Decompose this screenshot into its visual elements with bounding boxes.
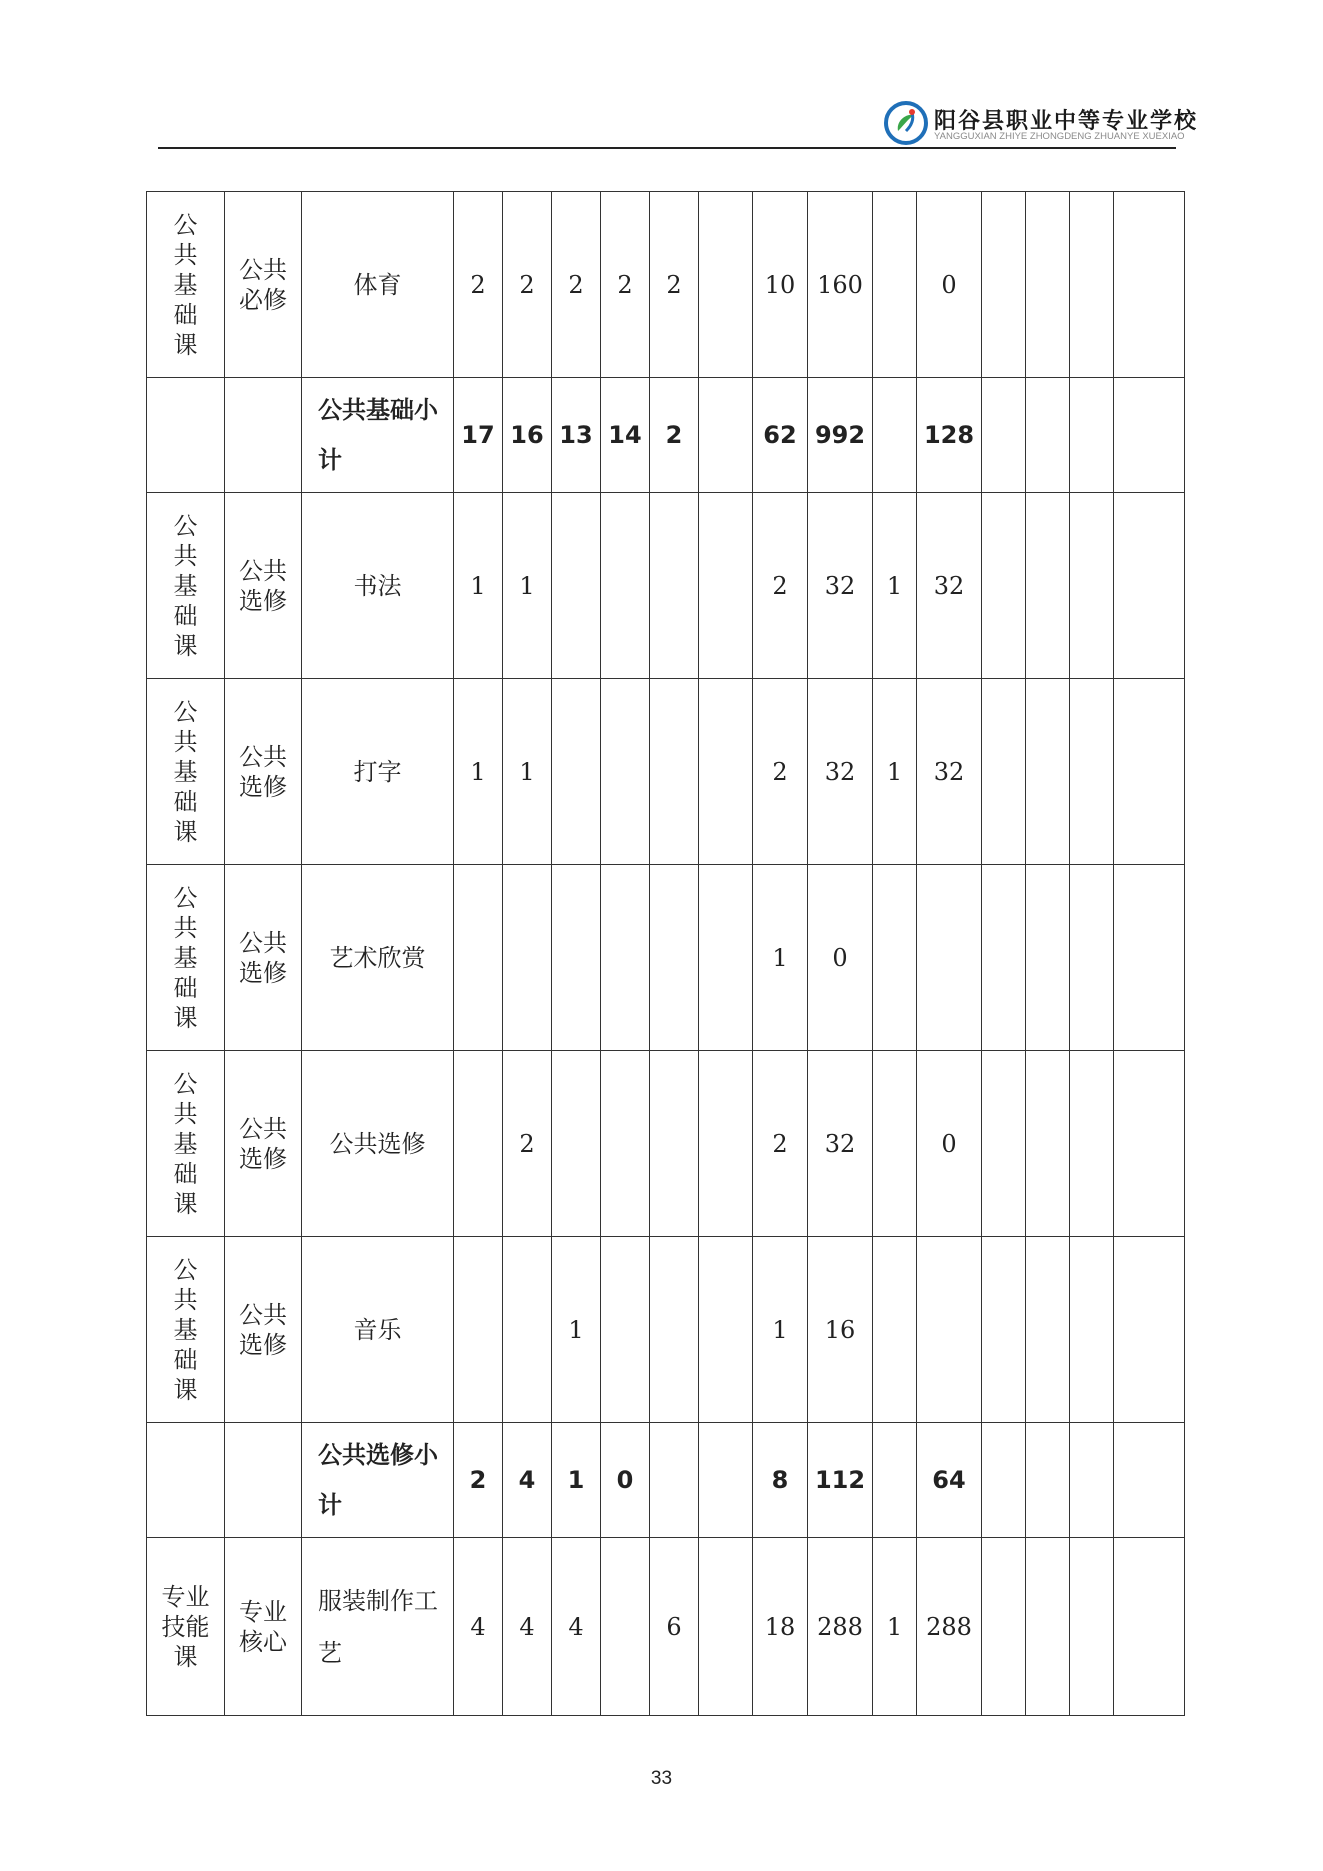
empty-cell (1070, 493, 1114, 679)
empty-cell (1114, 378, 1185, 493)
empty-cell (1026, 1423, 1070, 1538)
col10-cell (917, 865, 982, 1051)
empty-cell (1026, 493, 1070, 679)
category-text: 专业技能课 (161, 1582, 210, 1671)
semester-4-cell: 2 (601, 192, 650, 378)
col10-cell: 32 (917, 493, 982, 679)
empty-cell (147, 378, 225, 493)
course-name-cell: 书法 (302, 493, 454, 679)
empty-cell (1114, 865, 1185, 1051)
semester-4-cell (601, 1237, 650, 1423)
semester-5-cell: 2 (650, 192, 699, 378)
semester-5-cell (650, 679, 699, 865)
col9-cell (873, 192, 917, 378)
empty-cell (1070, 1423, 1114, 1538)
table-row (147, 1237, 1185, 1423)
school-name-en: YANGGUXIAN ZHIYE ZHONGDENG ZHUANYE XUEXIAO (934, 131, 1185, 142)
school-emblem-icon (884, 101, 928, 145)
semester-5-cell (650, 865, 699, 1051)
credits-cell: 1 (753, 865, 808, 1051)
semester-6-cell (699, 679, 753, 865)
course-type-text: 公共选修 (238, 556, 287, 615)
semester-4-cell (601, 679, 650, 865)
col10-cell (917, 1237, 982, 1423)
semester-2-cell: 4 (503, 1538, 552, 1716)
empty-cell (982, 865, 1026, 1051)
credits-cell: 2 (753, 493, 808, 679)
col10-cell: 0 (917, 1051, 982, 1237)
course-type-cell (225, 1051, 302, 1237)
col10-cell: 288 (917, 1538, 982, 1716)
empty-cell (1070, 1538, 1114, 1716)
semester-1-cell: 2 (454, 192, 503, 378)
empty-cell (1026, 192, 1070, 378)
semester-3-cell: 1 (552, 1423, 601, 1538)
empty-cell (1114, 1237, 1185, 1423)
semester-1-cell: 17 (454, 378, 503, 493)
empty-cell (982, 1237, 1026, 1423)
semester-3-cell: 13 (552, 378, 601, 493)
table-row (147, 493, 1185, 679)
hours-cell: 0 (808, 865, 873, 1051)
semester-4-cell: 14 (601, 378, 650, 493)
empty-cell (1070, 679, 1114, 865)
semester-4-cell (601, 1051, 650, 1237)
empty-cell (1114, 493, 1185, 679)
semester-2-cell: 1 (503, 493, 552, 679)
semester-6-cell (699, 865, 753, 1051)
course-type-cell (225, 1538, 302, 1716)
table-row (147, 679, 1185, 865)
course-type-cell (225, 865, 302, 1051)
col9-cell (873, 1237, 917, 1423)
header-divider (158, 147, 1176, 149)
semester-2-cell (503, 1237, 552, 1423)
course-name-cell: 艺术欣赏 (302, 865, 454, 1051)
semester-1-cell (454, 1237, 503, 1423)
col9-cell (873, 378, 917, 493)
empty-cell (1114, 1538, 1185, 1716)
table-row (147, 1051, 1185, 1237)
course-name-cell: 打字 (302, 679, 454, 865)
credits-cell: 2 (753, 1051, 808, 1237)
semester-1-cell: 1 (454, 493, 503, 679)
semester-6-cell (699, 493, 753, 679)
empty-cell (1070, 192, 1114, 378)
semester-3-cell (552, 1051, 601, 1237)
col9-cell (873, 865, 917, 1051)
empty-cell (1070, 1237, 1114, 1423)
category-cell (147, 1051, 225, 1237)
empty-cell (982, 1423, 1026, 1538)
semester-6-cell (699, 192, 753, 378)
semester-3-cell: 2 (552, 192, 601, 378)
credits-cell: 18 (753, 1538, 808, 1716)
course-name-cell: 体育 (302, 192, 454, 378)
semester-3-cell (552, 865, 601, 1051)
credits-cell: 2 (753, 679, 808, 865)
hours-cell: 112 (808, 1423, 873, 1538)
credits-cell: 1 (753, 1237, 808, 1423)
col9-cell: 1 (873, 1538, 917, 1716)
empty-cell (1026, 1051, 1070, 1237)
empty-cell (1114, 192, 1185, 378)
semester-6-cell (699, 1423, 753, 1538)
course-name-cell: 公共选修 (302, 1051, 454, 1237)
hours-cell: 160 (808, 192, 873, 378)
course-type-cell (225, 1237, 302, 1423)
course-type-text: 公共必修 (238, 255, 287, 314)
category-text: 公共基础课 (173, 1069, 198, 1218)
empty-cell (1026, 378, 1070, 493)
semester-4-cell (601, 865, 650, 1051)
course-name-cell: 音乐 (302, 1237, 454, 1423)
col9-cell: 1 (873, 493, 917, 679)
semester-1-cell: 4 (454, 1538, 503, 1716)
empty-cell (982, 378, 1026, 493)
semester-3-cell (552, 493, 601, 679)
semester-6-cell (699, 1538, 753, 1716)
empty-cell (982, 493, 1026, 679)
school-name-cn: 阳谷县职业中等专业学校 (934, 108, 1199, 134)
semester-1-cell: 1 (454, 679, 503, 865)
col10-cell: 128 (917, 378, 982, 493)
subtotal-row (147, 1423, 1185, 1538)
semester-3-cell (552, 679, 601, 865)
course-type-cell (225, 679, 302, 865)
col10-cell: 32 (917, 679, 982, 865)
course-type-cell (225, 493, 302, 679)
empty-cell (1026, 679, 1070, 865)
empty-cell (147, 1423, 225, 1538)
col10-cell: 64 (917, 1423, 982, 1538)
subtotal-row (147, 378, 1185, 493)
empty-cell (1070, 1051, 1114, 1237)
col9-cell (873, 1051, 917, 1237)
empty-cell (1026, 1538, 1070, 1716)
semester-2-cell: 1 (503, 679, 552, 865)
table-row (147, 192, 1185, 378)
course-type-text: 公共选修 (238, 1300, 287, 1359)
course-type-text: 公共选修 (238, 1114, 287, 1173)
hours-cell: 16 (808, 1237, 873, 1423)
semester-2-cell: 16 (503, 378, 552, 493)
empty-cell (982, 679, 1026, 865)
semester-5-cell (650, 1051, 699, 1237)
table-row (147, 1538, 1185, 1716)
category-cell (147, 493, 225, 679)
hours-cell: 992 (808, 378, 873, 493)
semester-2-cell: 2 (503, 1051, 552, 1237)
semester-5-cell (650, 1237, 699, 1423)
category-text: 公共基础课 (173, 210, 198, 359)
category-cell (147, 192, 225, 378)
semester-4-cell: 0 (601, 1423, 650, 1538)
semester-3-cell: 1 (552, 1237, 601, 1423)
semester-1-cell (454, 865, 503, 1051)
course-name-cell: 服装制作工艺 (302, 1538, 454, 1716)
empty-cell (1114, 1423, 1185, 1538)
semester-3-cell: 4 (552, 1538, 601, 1716)
empty-cell (982, 1051, 1026, 1237)
semester-5-cell (650, 493, 699, 679)
page-header (0, 0, 1323, 150)
hours-cell: 32 (808, 1051, 873, 1237)
col9-cell: 1 (873, 679, 917, 865)
empty-cell (225, 378, 302, 493)
empty-cell (1114, 1051, 1185, 1237)
credits-cell: 10 (753, 192, 808, 378)
semester-1-cell (454, 1051, 503, 1237)
category-cell (147, 865, 225, 1051)
empty-cell (982, 1538, 1026, 1716)
empty-cell (1070, 865, 1114, 1051)
hours-cell: 32 (808, 679, 873, 865)
semester-6-cell (699, 1051, 753, 1237)
semester-6-cell (699, 1237, 753, 1423)
semester-5-cell: 2 (650, 378, 699, 493)
category-cell (147, 1237, 225, 1423)
hours-cell: 32 (808, 493, 873, 679)
empty-cell (982, 192, 1026, 378)
empty-cell (1114, 679, 1185, 865)
category-cell (147, 679, 225, 865)
curriculum-table (146, 191, 1185, 1716)
category-text: 公共基础课 (173, 1255, 198, 1404)
empty-cell (1070, 378, 1114, 493)
semester-5-cell: 6 (650, 1538, 699, 1716)
subtotal-label: 公共基础小计 (302, 378, 454, 493)
category-cell (147, 1538, 225, 1716)
table-row (147, 865, 1185, 1051)
empty-cell (1026, 865, 1070, 1051)
course-type-text: 公共选修 (238, 928, 287, 987)
category-text: 公共基础课 (173, 697, 198, 846)
semester-2-cell: 2 (503, 192, 552, 378)
empty-cell (225, 1423, 302, 1538)
semester-4-cell (601, 493, 650, 679)
col9-cell (873, 1423, 917, 1538)
course-type-text: 专业核心 (238, 1597, 287, 1656)
category-text: 公共基础课 (173, 511, 198, 660)
hours-cell: 288 (808, 1538, 873, 1716)
col10-cell: 0 (917, 192, 982, 378)
semester-1-cell: 2 (454, 1423, 503, 1538)
subtotal-label: 公共选修小计 (302, 1423, 454, 1538)
semester-4-cell (601, 1538, 650, 1716)
category-text: 公共基础课 (173, 883, 198, 1032)
credits-cell: 8 (753, 1423, 808, 1538)
course-type-cell (225, 192, 302, 378)
semester-2-cell: 4 (503, 1423, 552, 1538)
semester-5-cell (650, 1423, 699, 1538)
empty-cell (1026, 1237, 1070, 1423)
semester-6-cell (699, 378, 753, 493)
page-number: 33 (650, 1768, 673, 1789)
semester-2-cell (503, 865, 552, 1051)
credits-cell: 62 (753, 378, 808, 493)
course-type-text: 公共选修 (238, 742, 287, 801)
